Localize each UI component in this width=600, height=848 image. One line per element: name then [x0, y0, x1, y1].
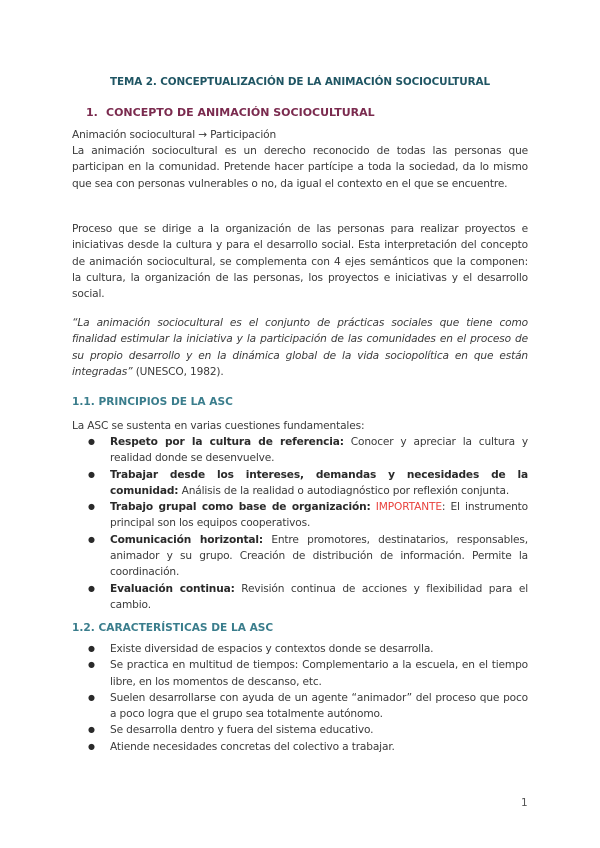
paragraph: Proceso que se dirige a la organización de las personas para realizar proyectos e iniciativas desde la cultura y para el desarrollo social. Esta interpretación del concepto de animación sociocultural, se complementa con 4 ejes semánticos que la componen: la cultura, la organización de las personas, los proyectos e iniciativas y el desarrollo social. — [72, 223, 528, 301]
list-item — [72, 581, 528, 614]
list-item: ● Existe diversidad de espacios y contextos donde se desarrolla. — [72, 641, 528, 657]
item-text: : El instrumento principal son los equipos cooperativos. — [110, 501, 528, 530]
item-label: Respeto por la cultura de referencia: — [110, 436, 344, 448]
quote-citation: (UNESCO, 1982). — [132, 365, 224, 378]
item-label: Trabajar desde los intereses, demandas y necesidades de la comunidad: — [110, 468, 528, 497]
principles-list — [72, 434, 528, 613]
item-text: Conocer y apreciar la cultura y realidad donde se desenvuelve. — [110, 436, 528, 465]
page-number: 1 — [521, 797, 528, 809]
list-item — [72, 499, 528, 532]
section-heading-text: CONCEPTO DE ANIMACIÓN SOCIOCULTURAL — [106, 106, 375, 119]
list-item — [72, 434, 528, 467]
item-text: Entre promotores, destinatarios, responsables, animador y su grupo. Creación de distribución de información. Permite la coordinación. — [110, 533, 529, 579]
list-item: ● Se practica en multitud de tiempos: Complementario a la escuela, en el tiempo libre, en los momentos de descanso, etc. — [72, 657, 528, 690]
quote-paragraph — [72, 315, 528, 380]
list-item — [72, 532, 528, 581]
characteristics-list — [72, 641, 528, 755]
list-item: ● Atiende necesidades concretas del colectivo a trabajar. — [72, 739, 528, 755]
item-label: Comunicación horizontal: — [110, 533, 263, 546]
section-heading — [86, 106, 375, 119]
section-number: 1. — [86, 106, 98, 119]
item-text: Análisis de la realidad o autodiagnóstico por reflexión conjunta. — [178, 484, 510, 497]
subsection-intro: La ASC se sustenta en varias cuestiones fundamentales: — [72, 420, 365, 432]
intro-line: Animación sociocultural → Participación — [72, 129, 277, 141]
important-highlight: IMPORTANTE — [370, 501, 442, 514]
item-text: Revisión continua de acciones y flexibilidad para el cambio. — [110, 582, 528, 611]
list-item: ● Suelen desarrollarse con ayuda de un agente “animador” del proceso que poco a poco logra que el grupo sea totalmente autónomo. — [72, 690, 528, 723]
quote-text: “La animación sociocultural es el conjunto de prácticas sociales que tiene como finalidad estimular la iniciativa y la participación de las comunidades en el proceso de su propio desarrollo y en la dinámica global de la vida sociopolítica en que están integradas” — [72, 317, 528, 378]
item-label: Trabajo grupal como base de organización: — [110, 501, 371, 514]
list-item — [72, 467, 528, 500]
subsection-heading: 1.1. PRINCIPIOS DE LA ASC — [72, 396, 233, 408]
subsection-heading: 1.2. CARACTERÍSTICAS DE LA ASC — [72, 622, 274, 634]
list-item: ● Se desarrolla dentro y fuera del sistema educativo. — [72, 722, 528, 738]
item-label: Evaluación continua: — [110, 582, 235, 595]
paragraph: La animación sociocultural es un derecho reconocido de todas las personas que participan en la comunidad. Pretende hacer partícipe a toda la sociedad, da lo mismo que sea con personas vulnerables o no, da igual el contexto en el que se encuentre. — [72, 145, 528, 190]
document-title: TEMA 2. CONCEPTUALIZACIÓN DE LA ANIMACIÓN SOCIOCULTURAL — [110, 76, 490, 88]
